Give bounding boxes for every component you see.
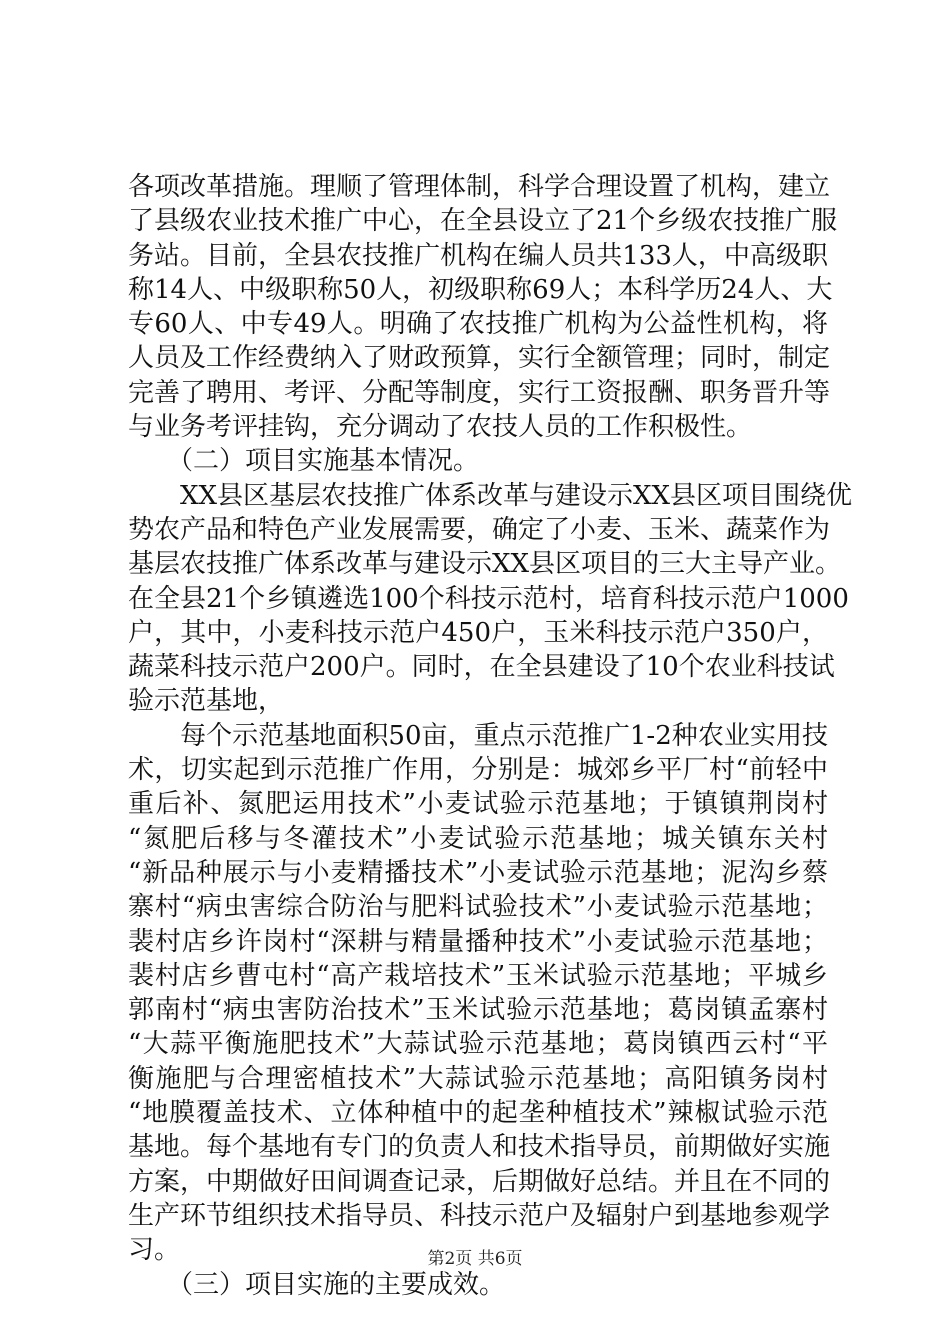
- text-line: 基地。每个基地有专门的负责人和技术指导员，前期做好实施: [128, 1132, 831, 1163]
- body-text: [128, 170, 853, 1302]
- page-footer: [0, 1244, 950, 1269]
- text-line: 专60人、中专49人。明确了农技推广机构为公益性机构，将: [128, 309, 828, 340]
- text-line: 重后补、氮肥运用技术”小麦试验示范基地；于镇镇荆岗村: [128, 789, 828, 820]
- text-line: 郭南村“病虫害防治技术”玉米试验示范基地；葛岗镇孟寨村: [128, 995, 828, 1026]
- text-line: 裴村店乡许岗村“深耕与精量播种技术”小麦试验示范基地；: [128, 926, 828, 957]
- text-line: 方案，中期做好田间调查记录，后期做好总结。并且在不同的: [128, 1166, 831, 1197]
- text-line: 习。: [128, 1235, 181, 1266]
- text-line: “氮肥后移与冬灌技术”小麦试验示范基地；城关镇东关村: [128, 823, 828, 854]
- text-line: “大蒜平衡施肥技术”大蒜试验示范基地；葛岗镇西云村“平: [128, 1029, 828, 1060]
- text-line: 称14人、中级职称50人，初级职称69人；本科学历24人、大: [128, 274, 833, 305]
- text-line: “新品种展示与小麦精播技术”小麦试验示范基地；泥沟乡蔡: [128, 857, 828, 888]
- text-line: 蔬菜科技示范户200户。同时，在全县建设了10个农业科技试: [128, 652, 835, 683]
- text-line: 与业务考评挂钩，充分调动了农技人员的工作积极性。: [128, 412, 753, 443]
- text-line: 人员及工作经费纳入了财政预算，实行全额管理；同时，制定: [128, 343, 831, 374]
- text-line: 生产环节组织技术指导员、科技示范户及辐射户到基地参观学: [128, 1200, 831, 1231]
- text-line: 寨村“病虫害综合防治与肥料试验技术”小麦试验示范基地；: [128, 892, 828, 923]
- text-line: 户，其中，小麦科技示范户450户，玉米科技示范户350户，: [128, 617, 828, 648]
- text-line: 各项改革措施。理顺了管理体制，科学合理设置了机构，建立: [128, 172, 831, 202]
- text-line: 基层农技推广体系改革与建设示XX县区项目的三大主导产业。: [128, 549, 842, 580]
- text-line: 势农产品和特色产业发展需要，确定了小麦、玉米、蔬菜作为: [128, 514, 831, 545]
- text-line: “地膜覆盖技术、立体种植中的起垄种植技术”辣椒试验示范: [128, 1098, 828, 1129]
- text-line: （二）项目实施基本情况。: [128, 446, 480, 477]
- text-line: 完善了聘用、考评、分配等制度，实行工资报酬、职务晋升等: [128, 377, 831, 408]
- text-line: 衡施肥与合理密植技术”大蒜试验示范基地；高阳镇务岗村: [128, 1063, 828, 1094]
- text-line: 每个示范基地面积50亩，重点示范推广1-2种农业实用技: [128, 720, 828, 751]
- text-line: 务站。目前，全县农技推广机构在编人员共133人，中高级职: [128, 240, 828, 271]
- text-line: 在全县21个乡镇遴选100个科技示范村，培育科技示范户1000: [128, 583, 849, 614]
- text-line: （三）项目实施的主要成效。: [128, 1269, 506, 1300]
- text-line: 了县级农业技术推广中心，在全县设立了21个乡级农技推广服: [128, 206, 838, 237]
- text-line: 验示范基地，: [128, 686, 285, 717]
- page-number: 第2页 共6页: [427, 1249, 523, 1269]
- text-line: XX县区基层农技推广体系改革与建设示XX县区项目围绕优: [128, 480, 853, 511]
- text-line: 术，切实起到示范推广作用，分别是：城郊乡平厂村“前轻中: [128, 755, 828, 786]
- text-line: 裴村店乡曹屯村“高产栽培技术”玉米试验示范基地；平城乡: [128, 960, 828, 991]
